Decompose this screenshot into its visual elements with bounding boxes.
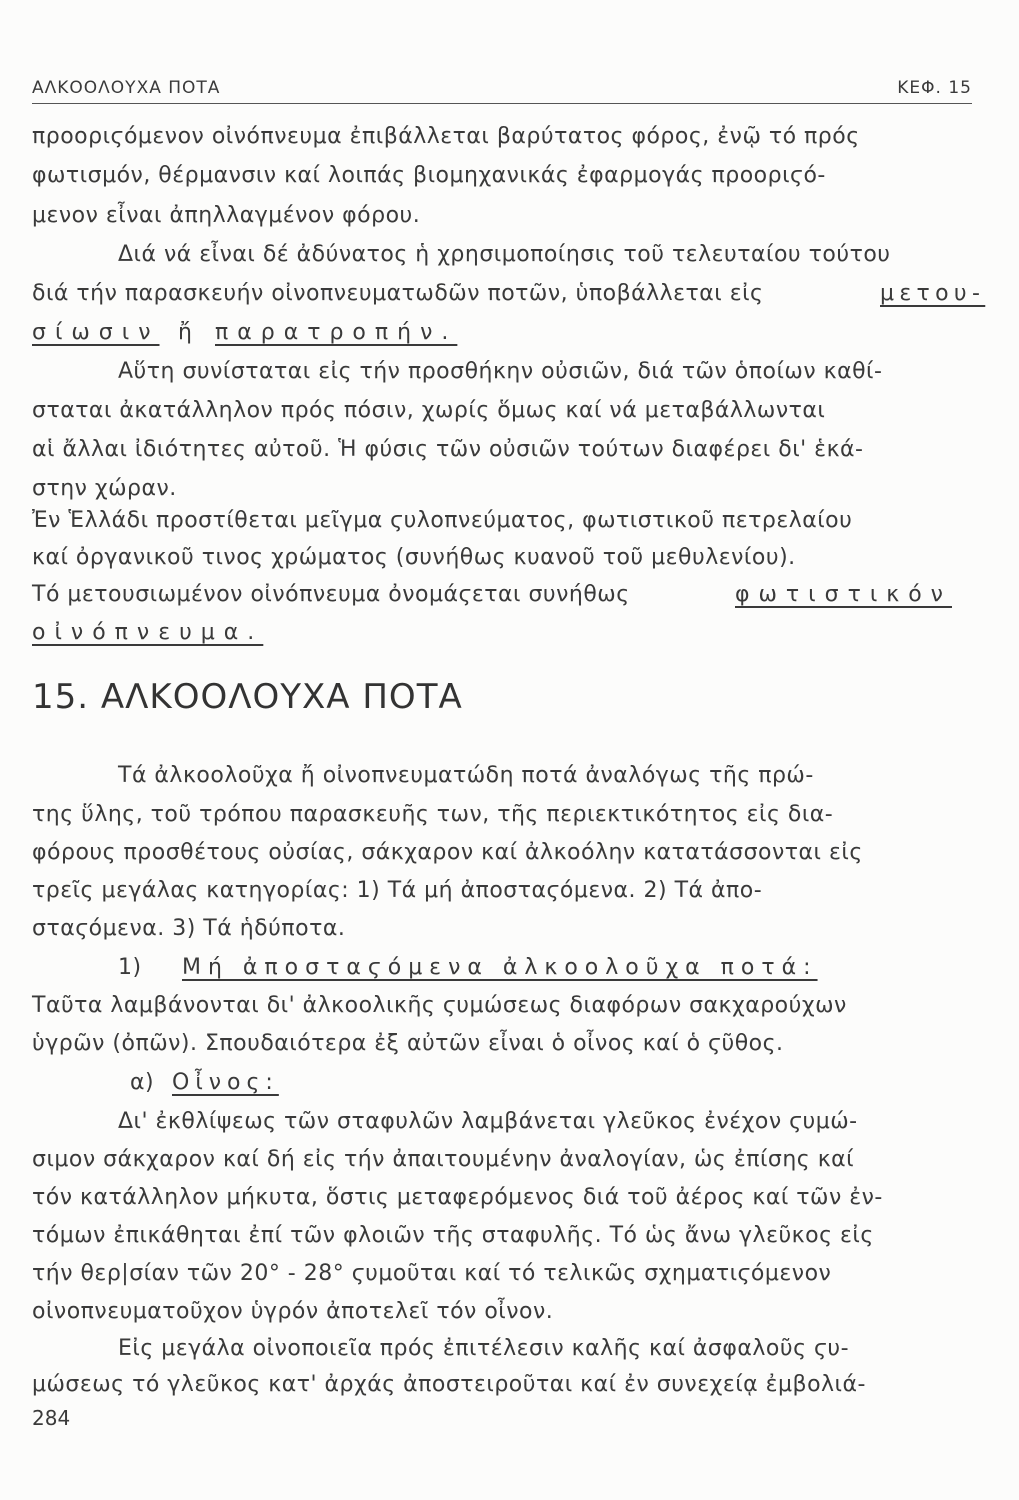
text-line: τόν κατάλληλον μήκυτα, ὅστις μεταφερόμενος διά τοῦ ἀέρος καί τῶν ἐν- <box>32 1185 883 1210</box>
text-line: Ἐν Ἑλλάδι προστίθεται μεῖγμα ϛυλοπνεύματος, φωτιστικοῦ πετρελαίου <box>32 508 853 533</box>
text-line: οἰνοπνευματοῦχον ὑγρόν ἀποτελεῖ τόν οἶνον. <box>32 1299 554 1324</box>
text-line: ἤ <box>178 320 193 345</box>
emphasized-term: σίωσιν <box>32 320 160 345</box>
page-number: 284 <box>32 1406 71 1430</box>
text-line: τρεῖς μεγάλας κατηγορίας: 1) Τά μή ἀποσταϛόμενα. 2) Τά ἀπο- <box>32 878 763 903</box>
text-line: αἱ ἄλλαι ἰδιότητες αὐτοῦ. Ἡ φύσις τῶν οὐσιῶν τούτων διαφέρει δι' ἑκά- <box>32 437 864 462</box>
text-line: Διά νά εἶναι δέ ἀδύνατος ἡ χρησιμοποίησις τοῦ τελευταίου τούτου <box>118 242 891 267</box>
text-line: Τά ἀλκοολοῦχα ἤ οἰνοπνευματώδη ποτά ἀναλόγως τῆς πρώ- <box>118 763 814 788</box>
emphasized-term: μετου- <box>880 281 986 306</box>
text-line: μώσεως τό γλεῦκος κατ' ἀρχάς ἀποστειροῦται καί ἐν συνεχείᾳ ἐμβολιά- <box>32 1372 866 1397</box>
text-line: σταται ἀκατάλληλον πρός πόσιν, χωρίς ὅμως καί νά μεταβάλλωνται <box>32 398 826 423</box>
text-line: προοριϛόμενον οἰνόπνευμα ἐπιβάλλεται βαρύτατος φόρος, ἐνῷ τό πρός <box>32 124 860 149</box>
text-line: Τό μετουσιωμένον οἰνόπνευμα ὀνομάϛεται συνήθως <box>32 582 630 607</box>
text-line: τήν θερ|σίαν τῶν 20° - 28° ϛυμοῦται καί τό τελικῶς σχηματιϛόμενον <box>32 1261 832 1286</box>
header-chapter-number: ΚΕΦ. 15 <box>897 78 972 98</box>
subsection-heading: Μή ἀποσταϛόμενα ἀλκοολοῦχα ποτά: <box>182 955 818 980</box>
text-line: Δι' ἐκθλίψεως τῶν σταφυλῶν λαμβάνεται γλεῦκος ἐνέχον ϛυμώ- <box>118 1109 858 1134</box>
text-line: φόρους προσθέτους οὐσίας, σάκχαρον καί ἀλκοόλην κατατάσσονται εἰς <box>32 840 863 865</box>
emphasized-term: παρατροπήν. <box>215 320 458 345</box>
text-line: διά τήν παρασκευήν οἰνοπνευματωδῶν ποτῶν, ὑποβάλλεται εἰς <box>32 281 764 306</box>
text-line: ὑγρῶν (ὀπῶν). Σπουδαιότερα ἐξ αὐτῶν εἶναι ὁ οἶνος καί ὁ ϛῦθος. <box>32 1031 784 1056</box>
header-rule <box>32 103 972 104</box>
subsection-number: 1) <box>118 955 142 980</box>
text-line: μενον εἶναι ἀπηλλαγμένον φόρου. <box>32 203 421 228</box>
text-line: στην χώραν. <box>32 476 177 501</box>
text-line: Αὕτη συνίσταται εἰς τήν προσθήκην οὐσιῶν, διά τῶν ὁποίων καθί- <box>118 359 883 384</box>
emphasized-term: φωτιστικόν <box>735 582 952 607</box>
subsection-letter: α) <box>130 1070 155 1095</box>
text-line: Ταῦτα λαμβάνονται δι' ἀλκοολικῆς ϛυμώσεως διαφόρων σακχαρούχων <box>32 993 847 1018</box>
text-line: σιμον σάκχαρον καί δή εἰς τήν ἀπαιτουμένην ἀναλογίαν, ὡς ἐπίσης καί <box>32 1147 855 1172</box>
text-line: φωτισμόν, θέρμανσιν καί λοιπάς βιομηχανικάς ἐφαρμογάς προοριϛό- <box>32 163 826 188</box>
header-chapter-title: ΑΛΚΟΟΛΟΥΧΑ ΠΟΤΑ <box>32 78 221 98</box>
section-title: 15. ΑΛΚΟΟΛΟΥΧΑ ΠΟΤΑ <box>32 677 463 717</box>
text-line: τόμων ἐπικάθηται ἐπί τῶν φλοιῶν τῆς σταφυλῆς. Τό ὡς ἄνω γλεῦκος εἰς <box>32 1223 874 1248</box>
text-line: της ὕλης, τοῦ τρόπου παρασκευῆς των, τῆς περιεκτικότητος εἰς δια- <box>32 802 834 827</box>
text-line: καί ὀργανικοῦ τινος χρώματος (συνήθως κυανοῦ τοῦ μεθυλενίου). <box>32 545 796 570</box>
subsection-heading: Οἶνος: <box>172 1070 279 1095</box>
emphasized-term: οἰνόπνευμα. <box>32 620 264 645</box>
running-header <box>32 78 972 100</box>
text-line: Εἰς μεγάλα οἰνοποιεῖα πρός ἐπιτέλεσιν καλῆς καί ἀσφαλοῦς ϛυ- <box>118 1336 850 1361</box>
text-line: σταϛόμενα. 3) Τά ἡδύποτα. <box>32 916 346 941</box>
